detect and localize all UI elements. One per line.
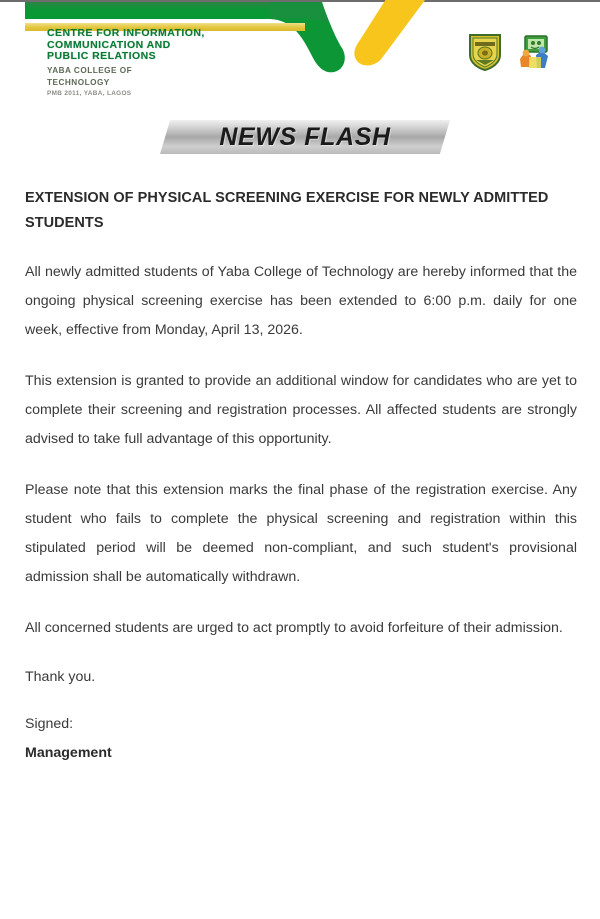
- letterhead-logos: [468, 33, 552, 71]
- notice-paragraph-2: This extension is granted to provide an additional window for candidates who are yet to complete their screening and registration processes. All affected students are strongly advised to take full advantage of this opportunity.: [25, 373, 577, 447]
- signed-name: Management: [25, 745, 112, 761]
- notice-paragraph-4: All concerned students are urged to act promptly to avoid forfeiture of their admission.: [25, 620, 563, 636]
- cicpr-emblem-icon: [518, 33, 552, 71]
- news-flash-label: NEWS FLASH: [219, 122, 391, 151]
- news-flash-banner-area: [0, 116, 600, 164]
- letterhead-text-block: [47, 28, 337, 97]
- org-name-line-3: PUBLIC RELATIONS: [47, 50, 157, 63]
- notice-title: EXTENSION OF PHYSICAL SCREENING EXERCISE FOR NEWLY ADMITTED STUDENTS: [25, 190, 549, 231]
- notice-paragraph-1: All newly admitted students of Yaba College of Technology are hereby informed that the ongoing physical screening exercise has been extended to 6:00 p.m. daily for one week, effective from Monday, April 13, 2026.: [25, 264, 577, 338]
- notice-body: [25, 186, 577, 768]
- signed-label: Signed:: [25, 716, 74, 732]
- news-flash-banner: [160, 120, 450, 154]
- yaba-college-crest-icon: [468, 33, 502, 71]
- notice-closing: Thank you.: [25, 669, 96, 685]
- institution-name-line-2: TECHNOLOGY: [47, 78, 110, 88]
- notice-paragraph-3: Please note that this extension marks the final phase of the registration exercise. Any student who fails to complete the physical screening and registration within this stipulated period will be deemed non-compliant, and such student's provisional admission shall be automatically withdrawn.: [25, 482, 577, 585]
- org-name-line-2: COMMUNICATION AND: [47, 38, 171, 51]
- institution-address: PMB 2011, YABA, LAGOS: [47, 89, 132, 97]
- yellow-diagonal-stripe-graphic: [330, 0, 445, 72]
- letterhead: [0, 0, 600, 115]
- institution-name-line-1: YABA COLLEGE OF: [47, 65, 133, 75]
- org-name-line-1: CENTRE FOR INFORMATION,: [47, 27, 205, 39]
